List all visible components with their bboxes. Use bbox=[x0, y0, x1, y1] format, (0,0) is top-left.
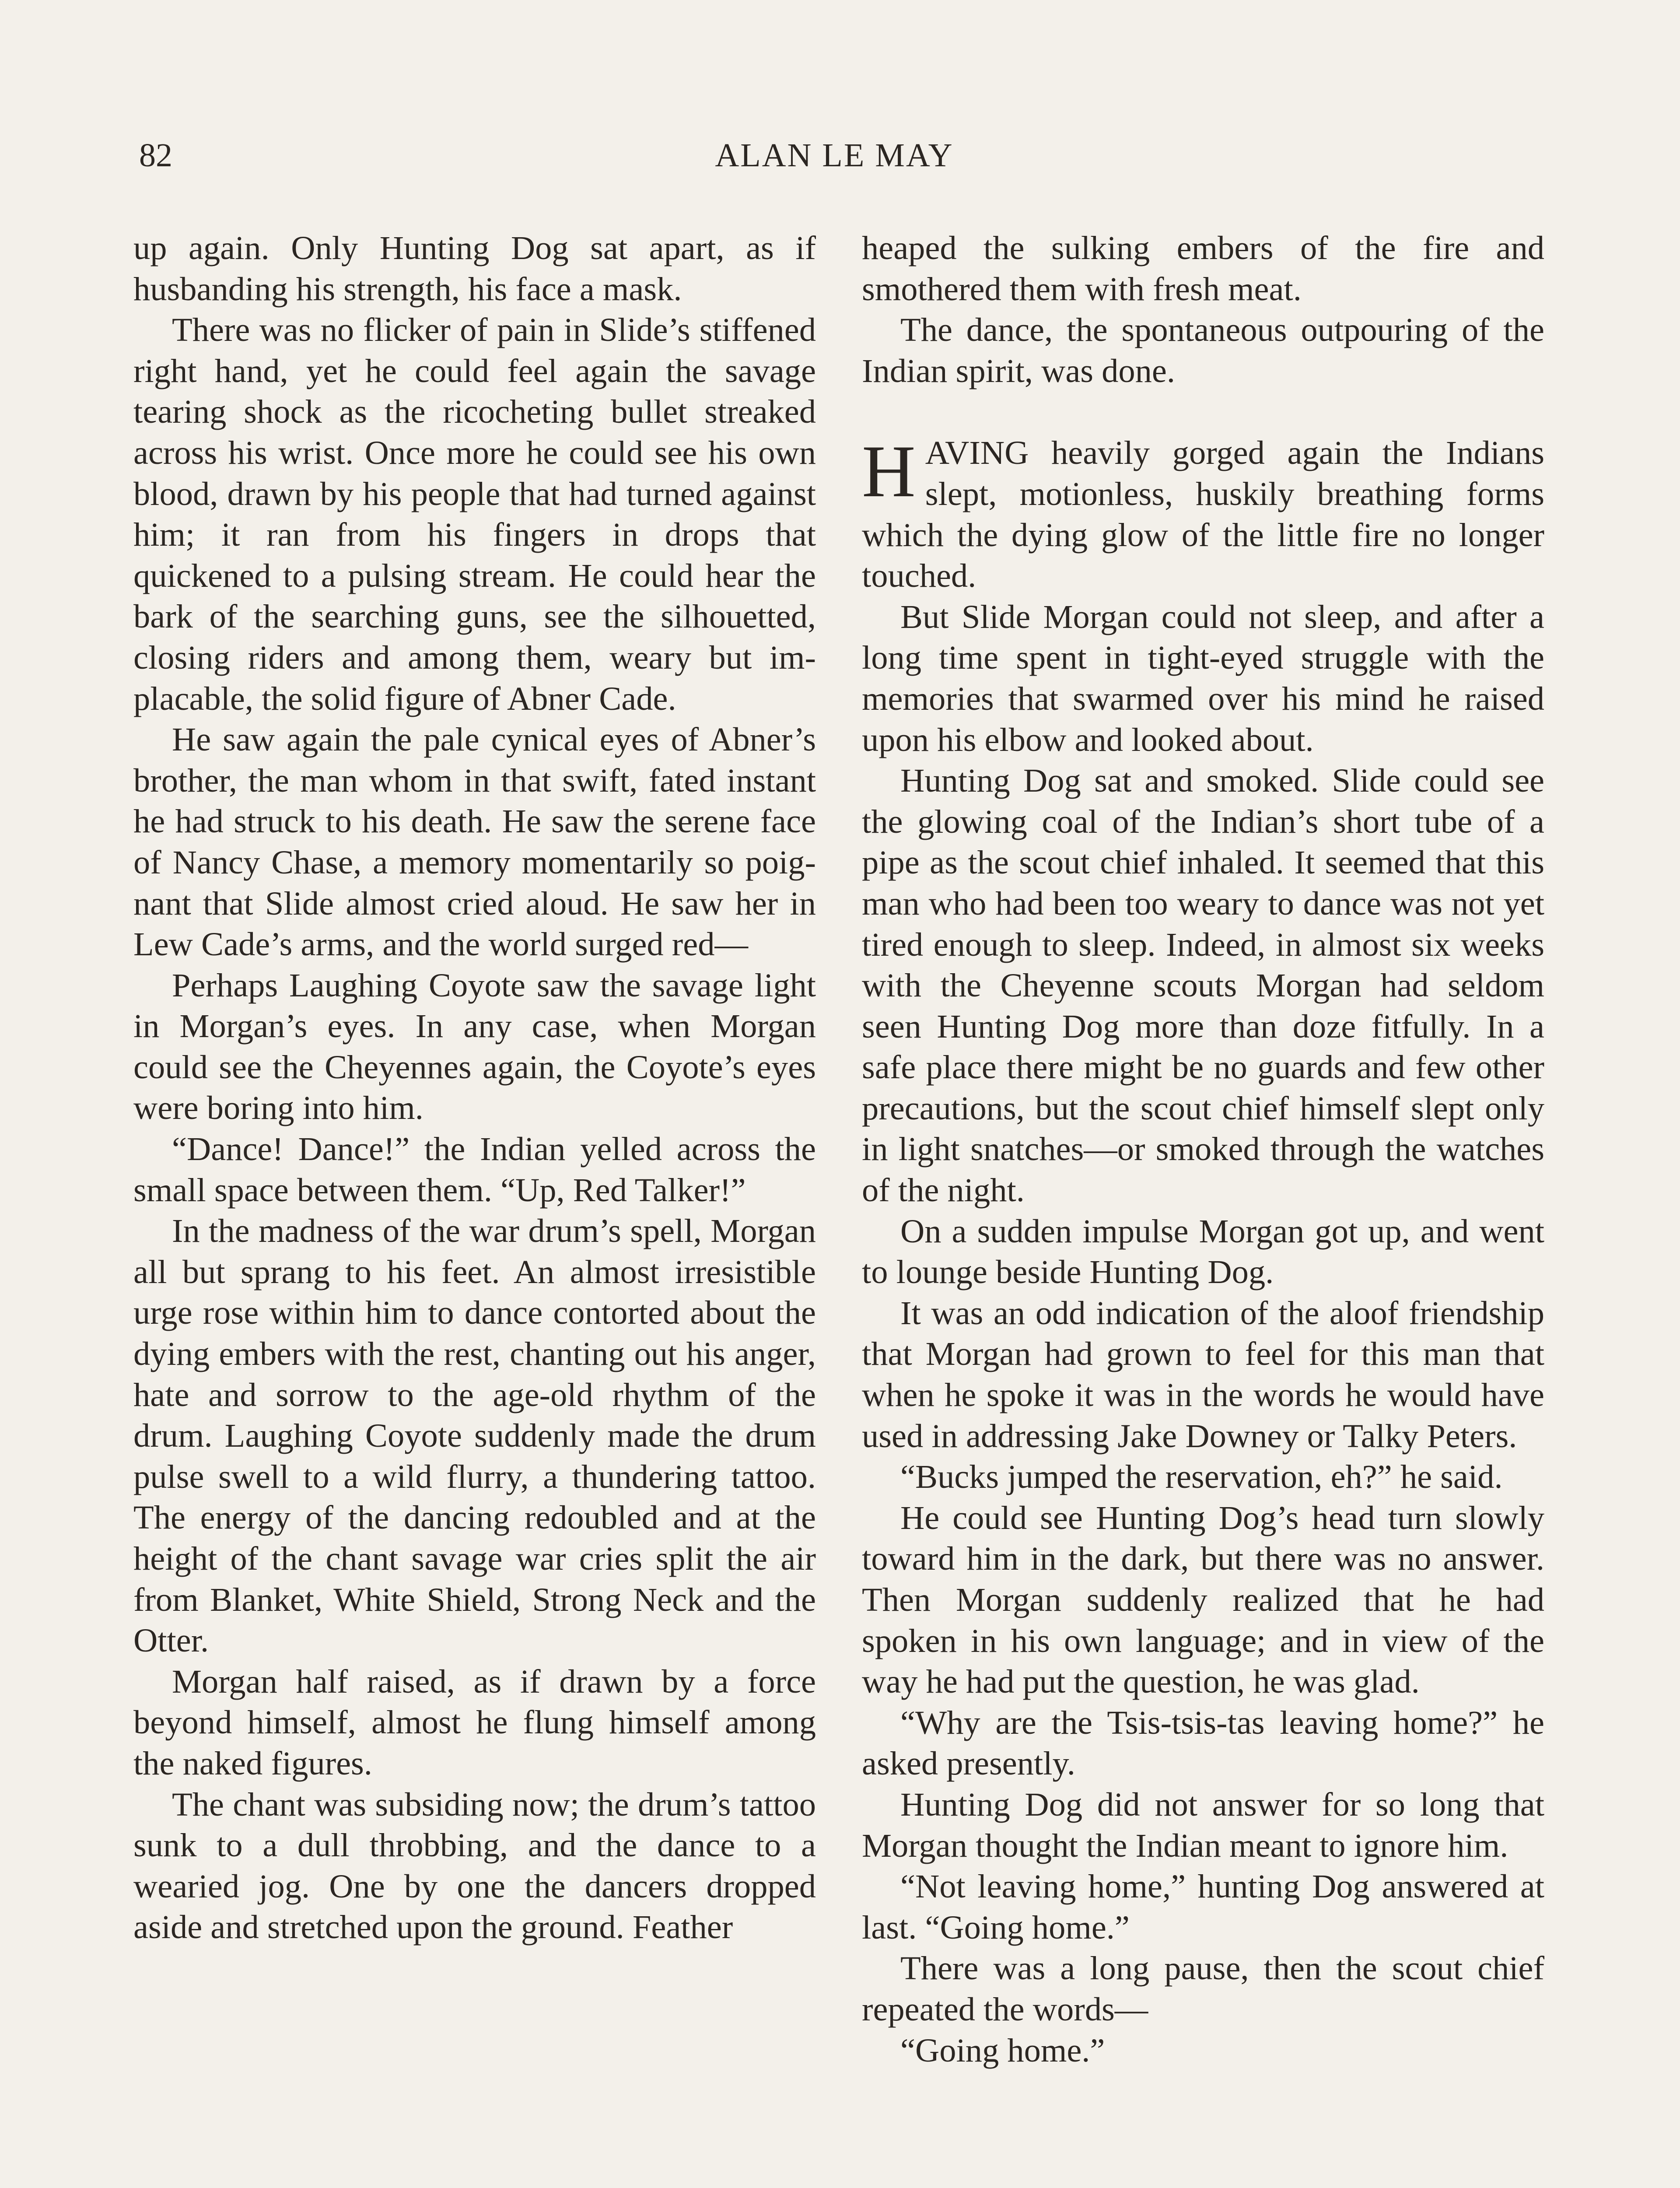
page-header bbox=[131, 131, 1537, 179]
paragraph: Perhaps Laughing Coyote saw the savage light in Morgan’s eyes. In any case, when Morgan could see the Cheyennes again, the Coyote’s eyes were boring into him. bbox=[133, 966, 816, 1127]
paragraph: The chant was subsiding now; the drum’s tattoo sunk to a dull throbbing, and the dance to a wearied jog. One by one the dancers dropped aside and stretched upon the ground. Feather bbox=[133, 1785, 816, 1946]
paragraph: “Not leaving home,” hunting Dog answered at last. “Going home.” bbox=[862, 1868, 1544, 1946]
small-caps-word: AVING bbox=[925, 434, 1029, 472]
paragraph: up again. Only Hunting Dog sat apart, as if husbanding his strength, his face a mask. bbox=[133, 229, 816, 308]
running-head: ALAN LE MAY bbox=[715, 137, 954, 174]
paragraph: There was a long pause, then the scout chief repeated the words— bbox=[862, 1950, 1544, 2028]
paragraph: In the madness of the war drum’s spell, Morgan all but sprang to his feet. An almost irresistible urge rose within him to dance contorted about the dying embers with the rest, chanting out his anger, hate and sorrow to the age-old rhythm of the drum. Laughing Coyote suddenly made the drum pulse swell to a wild flurry, a thundering tattoo. The energy of the dancing redoubled and at the height of the chant savage war cries split the air from Blanket, White Shield, Strong Neck and the Otter. bbox=[133, 1212, 816, 1659]
paragraph-text: heavily gorged again the Indians slept, motionless, huskily breathing forms which the dying glow of the little fire no longer touched. bbox=[862, 434, 1544, 595]
paragraph: The dance, the spontaneous outpouring of the Indian spirit, was done. bbox=[862, 311, 1544, 389]
paragraph: He saw again the pale cynical eyes of Abner’s brother, the man whom in that swift, fated instant he had struck to his death. He saw the serene face of Nancy Chase, a memory momentarily so poignant that Slide almost cried aloud. He saw her in Lew Cade’s arms, and the world surged red— bbox=[133, 721, 816, 963]
section-opening-paragraph bbox=[862, 432, 1544, 596]
paragraph: “Dance! Dance!” the Indian yelled across the small space between them. “Up, Red Talker!” bbox=[133, 1130, 816, 1209]
paragraph: But Slide Morgan could not sleep, and after a long time spent in tight-eyed struggle with the memories that swarmed over his mind he raised upon his elbow and looked about. bbox=[862, 598, 1544, 758]
paragraph: Morgan half raised, as if drawn by a force beyond himself, almost he flung himself among the naked figures. bbox=[133, 1662, 816, 1782]
paragraph: “Going home.” bbox=[900, 2031, 1105, 2069]
left-column bbox=[133, 228, 816, 1948]
paragraph: Hunting Dog sat and smoked. Slide could see the glowing coal of the Indian’s short tube of a pipe as the scout chief inhaled. It seemed that this man who had been too weary to dance was not yet tired enough to sleep. Indeed, in almost six weeks with the Cheyenne scouts Morgan had seldom seen Hunting Dog more than doze fitfully. In a safe place there might be no guards and few other precautions, but the scout chief himself slept only in light snatches—or smoked through the watches of the night. bbox=[862, 762, 1544, 1209]
paragraph: heaped the sulking embers of the fire and smothered them with fresh meat. bbox=[862, 229, 1544, 308]
right-column bbox=[862, 228, 1544, 2071]
page-number: 82 bbox=[139, 137, 172, 174]
paragraph: Hunting Dog did not answer for so long that Morgan thought the Indian meant to ignore him. bbox=[862, 1785, 1544, 1864]
drop-cap: H bbox=[862, 430, 916, 513]
paragraph: There was no flicker of pain in Slide’s stiffened right hand, yet he could feel again the savage tearing shock as the ricocheting bullet streaked across his wrist. Once more he could see his own blood, drawn by his people that had turned against him; it ran from his fingers in drops that quickened to a pulsing stream. He could hear the bark of the searching guns, see the silhouetted, closing riders and among them, weary but implacable, the solid figure of Abner Cade. bbox=[133, 311, 816, 717]
paragraph: On a sudden impulse Morgan got up, and went to lounge beside Hunting Dog. bbox=[862, 1212, 1544, 1291]
paragraph: He could see Hunting Dog’s head turn slowly toward him in the dark, but there was no answer. Then Morgan suddenly realized that he had spoken in his own language; and in view of the way he had put the question, he was glad. bbox=[862, 1499, 1544, 1701]
paragraph: “Bucks jumped the reservation, eh?” he said. bbox=[900, 1458, 1503, 1496]
paragraph: It was an odd indication of the aloof friendship that Morgan had grown to feel for this man that when he spoke it was in the words he would have used in addressing Jake Downey or Talky Peters. bbox=[862, 1294, 1544, 1455]
paragraph: “Why are the Tsis-tsis-tas leaving home?” he asked presently. bbox=[862, 1704, 1544, 1782]
